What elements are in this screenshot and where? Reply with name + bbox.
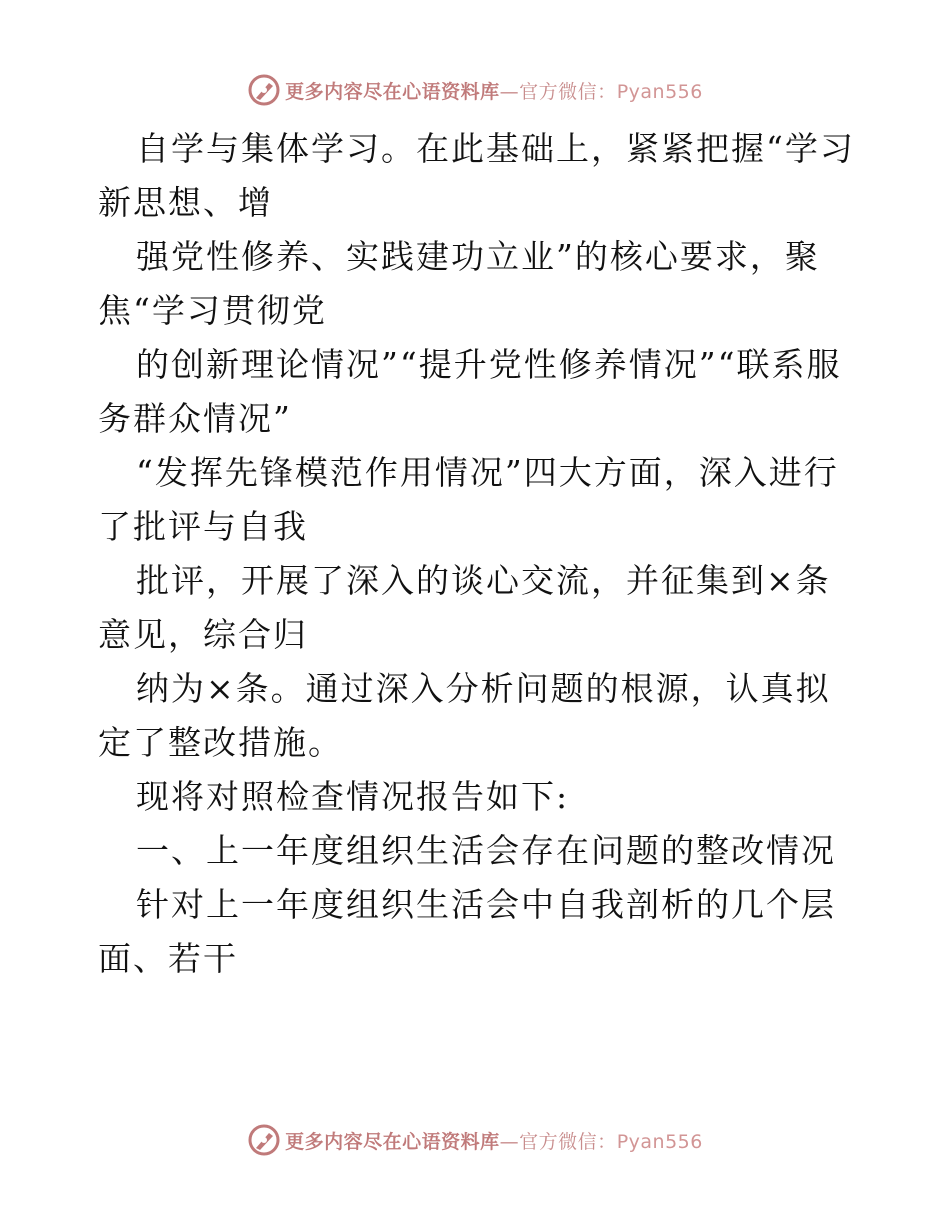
watermark-wechat-label: 官方微信： [519,80,617,103]
paragraph: 纳为×条。通过深入分析问题的根源，认真拟定了整改措施。 [98,669,831,762]
paragraph: “发挥先锋模范作用情况”四大方面，深入进行了批评与自我 [98,453,839,546]
paragraph: 现将对照检查情况报告如下: [136,777,570,816]
paragraph: 针对上一年度组织生活会中自我剖析的几个层面、若干 [98,885,836,978]
header-watermark-banner [0,70,950,110]
document-body [98,122,858,986]
watermark-text [285,77,703,104]
paragraph: 自学与集体学习。在此基础上，紧紧把握“学习新思想、增 [98,129,855,222]
watermark-text [285,1127,703,1154]
watermark-account: Pyan556 [616,80,703,103]
watermark-wechat-label: 官方微信： [519,1130,617,1153]
paragraph: 强党性修养、实践建功立业”的核心要求，聚焦“学习贯彻党 [98,237,820,330]
watermark-account: Pyan556 [616,1130,703,1153]
paragraph: 的创新理论情况”“提升党性修养情况”“联系服务群众情况” [98,345,842,438]
paragraph: 批评，开展了深入的谈心交流，并征集到×条意见，综合归 [98,561,831,654]
watermark-brand: 更多内容尽在心语资料库 [285,1130,500,1153]
watermark-dash: — [499,1130,520,1153]
watermark-dash: — [499,80,520,103]
pen-logo-icon [247,1123,281,1157]
section-heading: 一、上一年度组织生活会存在问题的整改情况 [136,831,836,870]
footer-watermark-banner [0,1120,950,1160]
pen-logo-icon [247,73,281,107]
watermark-brand: 更多内容尽在心语资料库 [285,80,500,103]
